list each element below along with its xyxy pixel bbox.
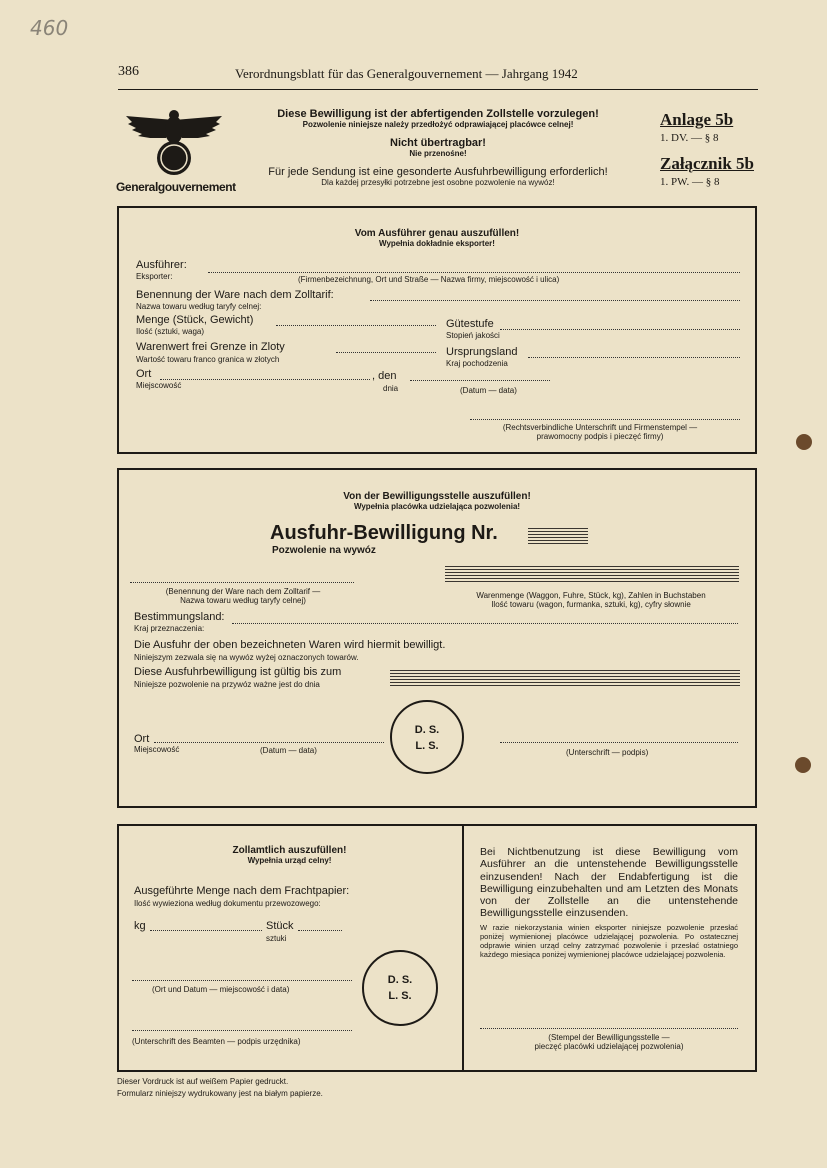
quality-label: Gütestufe xyxy=(446,318,494,330)
permit-place-label-pl: Miejscowość xyxy=(134,745,180,754)
customs-seal-label: D. S. L. S. xyxy=(387,974,413,1002)
goods-label: Benennung der Ware nach dem Zolltarif: xyxy=(136,289,334,301)
value-label: Warenwert frei Grenze in Zloty xyxy=(136,341,285,353)
return-instructions-pl: W razie niekorzystania winien eksporter niniejsze pozwolenie przesłać poniżej wymienionej placówce udzielającej pozwolenia. Po ostatecznej odprawie winien urząd celny zatrzymać pozwolenie i przesłać ostatniego każdego miesiąca poniżej wymienionej placówce udzielającej pozwolenia. xyxy=(480,922,738,959)
section1-heading-de: Vom Ausführer genau auszufüllen! xyxy=(354,228,520,239)
running-title: Verordnungsblatt für das Generalgouvernement — Jahrgang 1942 xyxy=(235,66,578,81)
anlage-label: Anlage 5b xyxy=(660,110,734,129)
section1-heading-pl: Wypełnia dokładnie eksporter! xyxy=(379,239,495,248)
origin-field[interactable] xyxy=(528,357,740,358)
permit-signature-field[interactable] xyxy=(500,742,738,743)
instruction-line1-pl: Pozwolenie niniejsze należy przedłożyć odprawiającej placówce celnej! xyxy=(302,120,574,129)
anlage-reference: 1. DV. — § 8 xyxy=(660,132,719,144)
value-label-pl: Wartość towaru franco granica w złotych xyxy=(136,355,280,364)
zalacznik-label: Załącznik 5b xyxy=(660,154,754,173)
punch-hole xyxy=(796,434,812,450)
destination-field[interactable] xyxy=(232,623,738,624)
instruction-line1-de: Diese Bewilligung ist der abfertigenden Zollstelle vorzulegen! xyxy=(277,108,599,120)
goods-name-field[interactable] xyxy=(130,582,354,583)
origin-label: Ursprungsland xyxy=(446,346,518,358)
permit-place-field[interactable] xyxy=(154,742,384,743)
permit-signature-hint: (Unterschrift — podpis) xyxy=(566,748,649,757)
exported-quantity-label-pl: Ilość wywieziona według dokumentu przewozowego: xyxy=(134,899,321,908)
instruction-line3-de: Für jede Sendung ist eine gesonderte Ausfuhrbewilligung erforderlich! xyxy=(268,166,608,178)
footer-note-pl: Formularz niniejszy wydrukowany jest na białym papierze. xyxy=(117,1089,323,1098)
exporter-label: Ausführer: xyxy=(136,259,187,271)
instruction-line2-pl: Nie przenośne! xyxy=(409,149,467,158)
customs-place-date-hint: (Ort und Datum — miejscowość i data) xyxy=(152,985,290,994)
exporter-hint: (Firmenbezeichnung, Ort und Straße — Nazwa firmy, miejscowość i ulica) xyxy=(298,275,560,284)
customs-place-date-field[interactable] xyxy=(132,980,352,981)
official-signature-hint: (Unterschrift des Beamten — podpis urzędnika) xyxy=(132,1037,301,1046)
kg-label: kg xyxy=(134,920,146,932)
exported-quantity-label: Ausgeführte Menge nach dem Frachtpapier: xyxy=(134,885,350,897)
pieces-field[interactable] xyxy=(298,930,342,931)
permit-number-field[interactable] xyxy=(528,528,588,546)
goods-field[interactable] xyxy=(370,300,740,301)
valid-until-label-pl: Niniejsze pozwolenie na przywóz ważne jest do dnia xyxy=(134,680,320,689)
zalacznik-reference: 1. PW. — § 8 xyxy=(660,176,720,188)
pieces-label-pl: sztuki xyxy=(266,934,287,943)
quantity-words-hint: Warenmenge (Waggon, Fuhre, Stück, kg), Zahlen in Buchstaben Ilość towaru (wagon, furmanka, sztuki, kg), cyfry słownie xyxy=(476,591,706,609)
header-rule xyxy=(118,89,758,90)
permit-subtitle: Pozwolenie na wywóz xyxy=(272,545,376,556)
section3-heading-pl: Wypełnia urząd celny! xyxy=(247,856,332,865)
valid-until-field[interactable] xyxy=(390,670,740,688)
page-number: 386 xyxy=(118,64,139,79)
official-signature-field[interactable] xyxy=(132,1030,352,1031)
customs-section-divider xyxy=(462,826,464,1070)
office-stamp-hint: (Stempel der Bewilligungsstelle — pieczęć placówki udzielającej pozwolenia) xyxy=(534,1033,684,1051)
return-instructions-de: Bei Nichtbenutzung ist diese Bewilligung vom Ausführer an die untenstehende Bewilligungsstelle einzusenden! Nach der Endabfertigung ist die Bewilligung einzubehalten und am Letzten des Monats von der Zollstelle an die untenstehende Bewilligungsstelle einzusenden. xyxy=(480,846,738,920)
place-label-pl: Miejscowość xyxy=(136,381,182,390)
quantity-words-field[interactable] xyxy=(445,566,739,584)
section2-heading-de: Von der Bewilligungsstelle auszufüllen! xyxy=(343,491,531,502)
destination-label: Bestimmungsland: xyxy=(134,611,225,623)
logo-caption: Generalgouvernement xyxy=(116,180,236,194)
archive-number: 460 xyxy=(30,16,69,40)
official-seal-label: D. S. L. S. xyxy=(414,724,440,752)
eagle-emblem-icon xyxy=(122,108,226,178)
exporter-field[interactable] xyxy=(208,272,740,273)
approval-text-pl: Niniejszym zezwala się na wywóz wyżej oznaczonych towarów. xyxy=(134,653,359,662)
value-field[interactable] xyxy=(336,352,436,353)
quality-label-pl: Stopień jakości xyxy=(446,331,500,340)
pieces-label: Stück xyxy=(266,920,294,932)
date-hint: (Datum — data) xyxy=(460,386,517,395)
origin-label-pl: Kraj pochodzenia xyxy=(446,359,508,368)
goods-name-hint: (Benennung der Ware nach dem Zolltarif — Nazwa towaru według taryfy celnej) xyxy=(165,587,321,605)
exporter-label-pl: Eksporter: xyxy=(136,272,173,281)
section2-heading-pl: Wypełnia placówka udzielająca pozwolenia! xyxy=(353,502,521,511)
destination-label-pl: Kraj przeznaczenia: xyxy=(134,624,205,633)
exporter-signature-hint: (Rechtsverbindliche Unterschrift und Firmenstempel — prawomocny podpis i pieczęć firmy) xyxy=(502,423,698,441)
date-label: , den xyxy=(372,370,397,382)
quantity-field[interactable] xyxy=(276,325,436,326)
quantity-label-pl: Ilość (sztuki, waga) xyxy=(136,327,205,336)
footer-note-de: Dieser Vordruck ist auf weißem Papier gedruckt. xyxy=(117,1077,289,1086)
place-label: Ort xyxy=(136,368,152,380)
goods-label-pl: Nazwa towaru według taryfy celnej: xyxy=(136,302,262,311)
punch-hole xyxy=(795,757,811,773)
date-field[interactable] xyxy=(410,380,550,381)
office-stamp-field[interactable] xyxy=(480,1028,738,1029)
exporter-signature-field[interactable] xyxy=(470,419,740,420)
valid-until-label: Diese Ausfuhrbewilligung ist gültig bis zum xyxy=(134,666,342,678)
date-label-pl: dnia xyxy=(383,384,399,393)
kg-field[interactable] xyxy=(150,930,262,931)
instruction-line2-de: Nicht übertragbar! xyxy=(390,137,486,149)
section3-heading-de: Zollamtlich auszufüllen! xyxy=(232,845,347,856)
permit-place-label: Ort xyxy=(134,733,150,745)
permit-title: Ausfuhr-Bewilligung Nr. xyxy=(270,522,498,544)
quantity-label: Menge (Stück, Gewicht) xyxy=(136,314,254,326)
quality-field[interactable] xyxy=(500,329,740,330)
permit-date-hint: (Datum — data) xyxy=(260,746,317,755)
instruction-line3-pl: Dla każdej przesyłki potrzebne jest osobne pozwolenie na wywóz! xyxy=(321,178,555,187)
approval-text: Die Ausfuhr der oben bezeichneten Waren wird hiermit bewilligt. xyxy=(134,639,446,651)
place-field[interactable] xyxy=(160,379,370,380)
